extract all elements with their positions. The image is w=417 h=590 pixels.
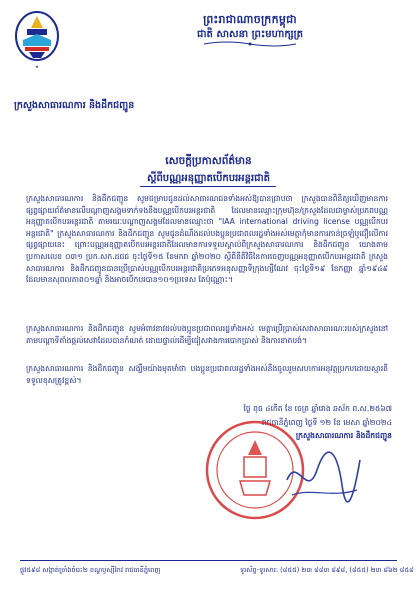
ministry-name: ក្រសួងសាធារណការ និងដឹកជញ្ជូន <box>14 100 135 111</box>
body-paragraph-3: ក្រសួងសាធារណការ និងដឹកជញ្ជូន សង្ឃឹមយ៉ាងមុតមាំថា បងប្អូនប្រជាពលរដ្ឋទាំងអស់នឹងចូលរួមសហការអនុវត្តប្រកបដោយស្មារតីទទួលខុសត្រូវខ្ពស់។ <box>26 364 388 385</box>
lunar-date: ថ្ងៃ ពុធ ៤កើត ខែ ចេត្រ ឆ្នាំរោង ឆស័ក ព.ស.២៥៦៧ <box>243 404 392 413</box>
national-motto: ជាតិ សាសនា ព្រះមហាក្សត្រ <box>197 29 303 40</box>
body-paragraph-2: ក្រសួងសាធារណការ និងដឹកជញ្ជូន សូមអំពាវនាវដល់បងប្អូនប្រជាពលរដ្ឋទាំងអស់ មេត្តាប្រើប្រាស់សេវាសាធារណៈរបស់ក្រសួងនៅតាមបណ្តាទីតាំងផ្តល់សេវាដែលបានកំណត់ ដោយផ្ទាល់ដើម្បីជៀសវាងការបោកប្រាស់ និងការខាតបង់។ <box>26 324 388 345</box>
title-underline <box>140 186 276 187</box>
footer-phone: ទូរស័ព្ទ-ទូរសារ: (៨៥៥) ២៣ ៨៨៣ ៨៩៨, (៨៥៥) ២៣ ៨៦២ ៨៥៨ <box>240 566 414 574</box>
signer-title: ក្រសួងសាធារណការ និងដឹកជញ្ជូន <box>295 431 392 440</box>
footer-address: ផ្លូវ៥៩៨ សង្កាត់ច្រាំងចំរេះ២ ខណ្ឌឫស្សីកែវ រាជធានីភ្នំពេញ <box>20 566 161 574</box>
page-subtitle: ស្តីពីបណ្ណអនុញ្ញាតបើកបរអន្តរជាតិ <box>146 173 271 184</box>
decorative-divider-icon <box>202 40 298 48</box>
issue-date: រាជធានីភ្នំពេញ ថ្ងៃទី ១២ ខែ មេសា ឆ្នាំ២០២៤ <box>261 418 392 427</box>
ministry-emblem-icon <box>13 10 61 70</box>
body-paragraph-1: ក្រសួងសាធារណការ និងដឹកជញ្ជូន សូមជម្រាបជូនដល់សាធារណជនទាំងអស់ឱ្យបានជ្រាបថា ក្រសួងបានពិនិត្យឃើញមានការផ្សព្វផ្សាយព័ត៌មានលើបណ្តាញសង្គមទាក់ទងនឹងបណ្ណបើកបរអន្តរជាតិ ដែលមានឈ្មោះក្រុមហ៊ុន/ក្រសួងដែលជាម្ចាស់ប្រភពបណ្ណអនុញ្ញាតបើកបរអន្តរជាតិ តាមរយៈបណ្តាញសង្គមដែលមានឈ្មោះថា "IAA international driving license បណ្ណបើកបរអន្តរជាតិ" ក្រសួងសាធារណការ និងដឹកជញ្ជូន សូមជូនដំណឹងដល់បងប្អូនប្រជាពលរដ្ឋទាំងអស់មេត្តាកុំមានការភាន់ច្រឡំឬជឿលើការផ្សព្វផ្សាយនេះ ព្រោះបណ្ណអនុញ្ញាតបើកបរអន្តរជាតិដែលមានការទទួលស្គាល់ពីក្រសួងសាធារណការ និងដឹកជញ្ជូន យោងតាមប្រកាសលេខ ០៣១ ប្រក.សក.ដជជ ចុះថ្ងៃទី១៥ ខែមករា ឆ្នាំ២០២០ ស្តីពីនីតិវិធីនៃការចេញបណ្ណអនុញ្ញាតបើកបរអន្តរជាតិ ក្រសួងសាធារណការ និងដឹកជញ្ជូនបានប្រើប្រាស់បណ្ណបើកបរអន្តរជាតិប្រភេទអនុសញ្ញាទីក្រុងហ្សឺណែវ ចុះថ្ងៃទី១៩ ខែកញ្ញា ឆ្នាំ១៩៤៩ ដែលមានសុពលភាព០១ឆ្នាំ និងអាចបើកបរបាន១០១ប្រទេស តែប៉ុណ្ណោះ។ <box>26 194 388 285</box>
footer-divider <box>20 560 397 561</box>
page-title: សេចក្តីប្រកាសព័ត៌មាន <box>165 155 252 167</box>
svg-text:★: ★ <box>35 64 39 69</box>
kingdom-title: ព្រះរាជាណាចក្រកម្ពុជា <box>203 13 297 26</box>
signature-icon <box>282 440 362 510</box>
